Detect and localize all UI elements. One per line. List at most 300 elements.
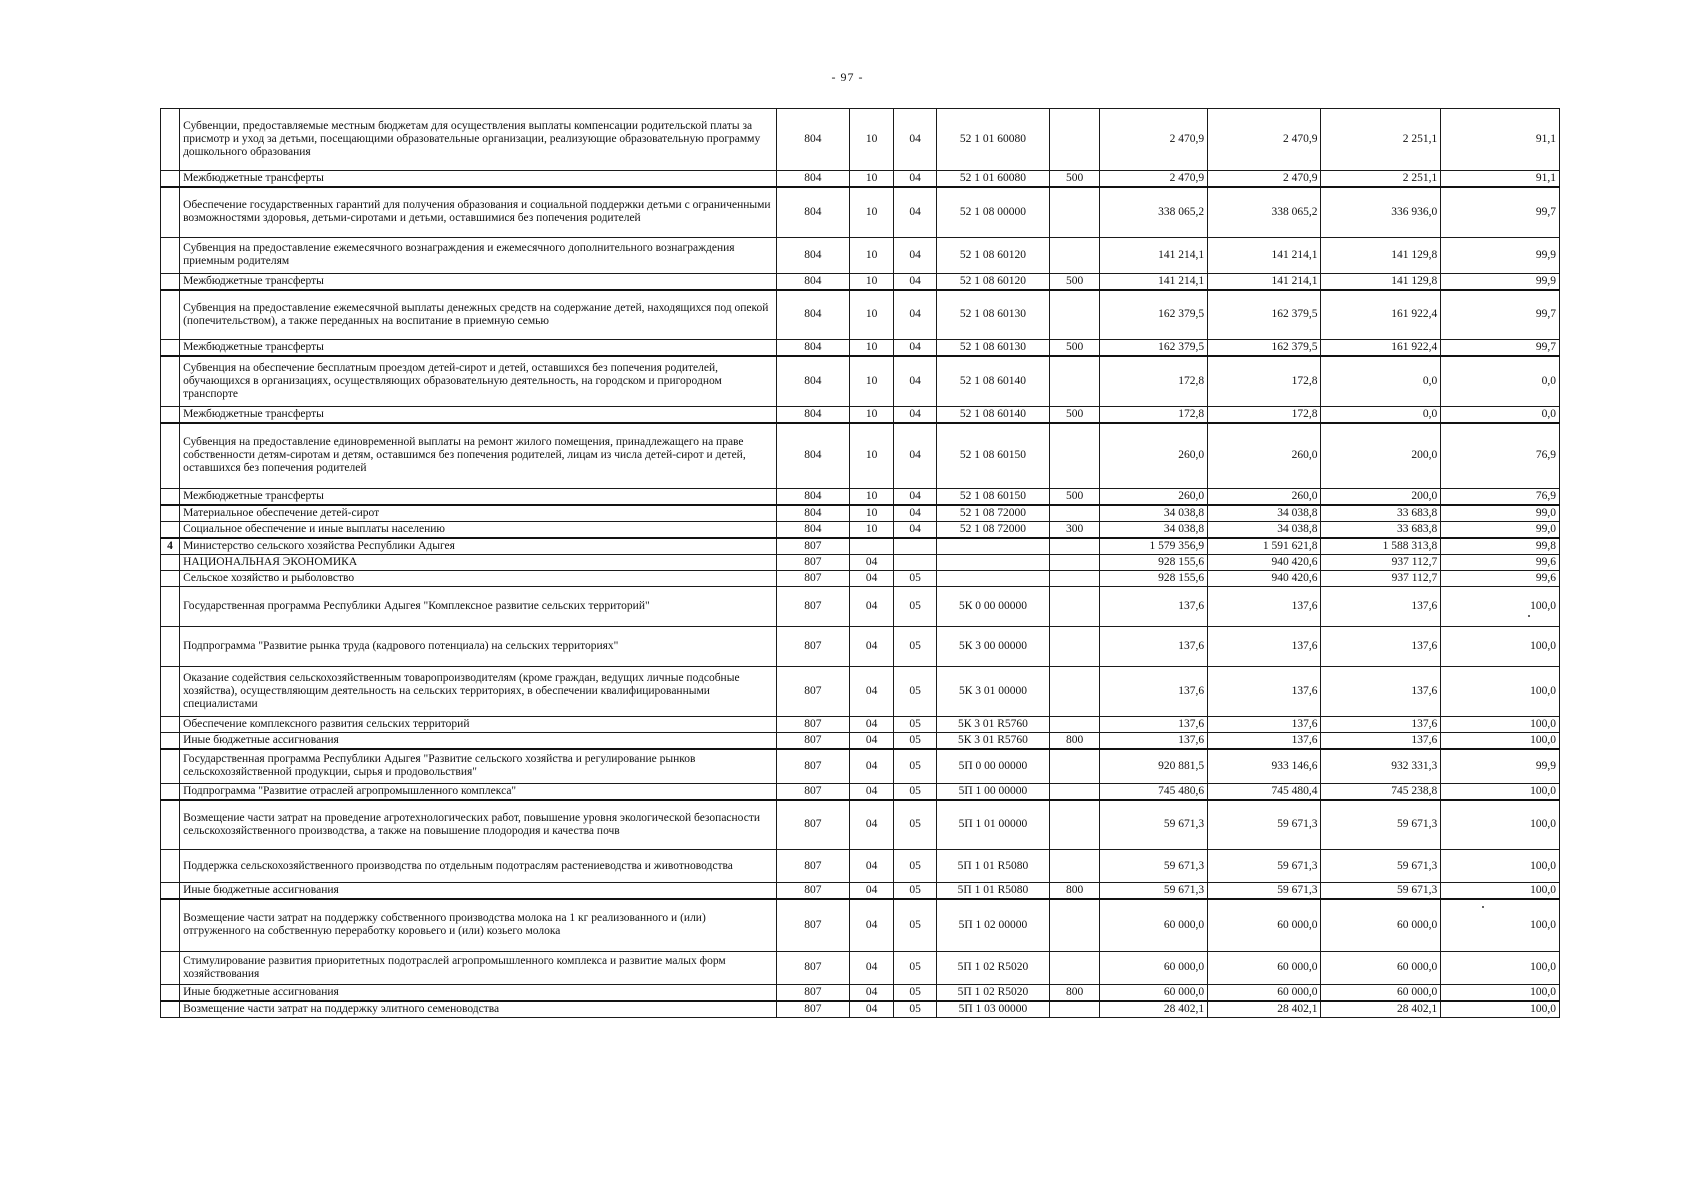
refined-amount: 28 402,1 xyxy=(1208,1001,1321,1018)
approved-amount: 1 579 356,9 xyxy=(1099,538,1207,555)
target-article: 5П 1 01 R5080 xyxy=(936,883,1049,900)
row-name: Иные бюджетные ассигнования xyxy=(180,883,777,900)
refined-amount: 338 065,2 xyxy=(1208,187,1321,237)
target-article xyxy=(936,555,1049,571)
ministry-code: 804 xyxy=(776,237,849,273)
row-name: Оказание содействия сельскохозяйственным товаропроизводителям (кроме граждан, ведущих личные подсобные хозяйства), осуществляющим деятельность на сельских территориях, в обеспечении квалифицированными специалистами xyxy=(180,667,777,717)
subsection-code: 04 xyxy=(894,273,936,290)
expense-type: 500 xyxy=(1050,340,1100,357)
executed-amount: 60 000,0 xyxy=(1321,899,1441,951)
executed-amount: 937 112,7 xyxy=(1321,555,1441,571)
subsection-code: 05 xyxy=(894,899,936,951)
ministry-code: 804 xyxy=(776,522,849,539)
row-number xyxy=(161,899,180,951)
execution-percent: 76,9 xyxy=(1441,489,1560,506)
expense-type: 800 xyxy=(1050,984,1100,1001)
ministry-code: 807 xyxy=(776,733,849,750)
row-number xyxy=(161,273,180,290)
approved-amount: 2 470,9 xyxy=(1099,171,1207,188)
row-name: Иные бюджетные ассигнования xyxy=(180,733,777,750)
executed-amount: 161 922,4 xyxy=(1321,290,1441,340)
executed-amount: 161 922,4 xyxy=(1321,340,1441,357)
subsection-code: 04 xyxy=(894,237,936,273)
approved-amount: 928 155,6 xyxy=(1099,571,1207,587)
execution-percent: 100,0 xyxy=(1441,800,1560,850)
section-code: 04 xyxy=(849,717,894,733)
section-code: 10 xyxy=(849,290,894,340)
refined-amount: 60 000,0 xyxy=(1208,951,1321,984)
row-number xyxy=(161,290,180,340)
row-number xyxy=(161,951,180,984)
scan-speck xyxy=(1528,615,1530,617)
refined-amount: 59 671,3 xyxy=(1208,883,1321,900)
budget-table xyxy=(160,108,1560,1018)
row-number xyxy=(161,187,180,237)
target-article: 52 1 08 60130 xyxy=(936,340,1049,357)
ministry-code: 807 xyxy=(776,800,849,850)
approved-amount: 28 402,1 xyxy=(1099,1001,1207,1018)
ministry-code: 804 xyxy=(776,290,849,340)
execution-percent: 100,0 xyxy=(1441,1001,1560,1018)
approved-amount: 141 214,1 xyxy=(1099,273,1207,290)
executed-amount: 0,0 xyxy=(1321,356,1441,406)
execution-percent: 99,6 xyxy=(1441,571,1560,587)
section-code: 04 xyxy=(849,1001,894,1018)
row-name: Иные бюджетные ассигнования xyxy=(180,984,777,1001)
section-code: 04 xyxy=(849,783,894,800)
ministry-code: 807 xyxy=(776,571,849,587)
row-number xyxy=(161,850,180,883)
row-number xyxy=(161,1001,180,1018)
expense-type: 500 xyxy=(1050,489,1100,506)
subsection-code: 05 xyxy=(894,951,936,984)
subsection-code: 05 xyxy=(894,717,936,733)
target-article: 52 1 01 60080 xyxy=(936,171,1049,188)
expense-type xyxy=(1050,109,1100,171)
table-row xyxy=(161,951,1560,984)
executed-amount: 137,6 xyxy=(1321,733,1441,750)
subsection-code: 05 xyxy=(894,587,936,627)
refined-amount: 34 038,8 xyxy=(1208,505,1321,522)
expense-type xyxy=(1050,899,1100,951)
approved-amount: 162 379,5 xyxy=(1099,290,1207,340)
target-article: 52 1 08 60140 xyxy=(936,406,1049,423)
section-code: 04 xyxy=(849,883,894,900)
executed-amount: 137,6 xyxy=(1321,667,1441,717)
section-code: 10 xyxy=(849,187,894,237)
subsection-code: 04 xyxy=(894,489,936,506)
table-row xyxy=(161,505,1560,522)
target-article: 52 1 08 60120 xyxy=(936,237,1049,273)
target-article: 52 1 08 60130 xyxy=(936,290,1049,340)
executed-amount: 0,0 xyxy=(1321,406,1441,423)
table-row xyxy=(161,273,1560,290)
execution-percent: 100,0 xyxy=(1441,733,1560,750)
refined-amount: 260,0 xyxy=(1208,423,1321,489)
target-article: 52 1 08 72000 xyxy=(936,505,1049,522)
approved-amount: 59 671,3 xyxy=(1099,883,1207,900)
refined-amount: 137,6 xyxy=(1208,627,1321,667)
section-code: 04 xyxy=(849,555,894,571)
approved-amount: 34 038,8 xyxy=(1099,505,1207,522)
executed-amount: 28 402,1 xyxy=(1321,1001,1441,1018)
refined-amount: 162 379,5 xyxy=(1208,340,1321,357)
target-article: 52 1 08 60150 xyxy=(936,423,1049,489)
table-body xyxy=(161,109,1560,1018)
expense-type xyxy=(1050,290,1100,340)
subsection-code: 04 xyxy=(894,109,936,171)
row-name: Государственная программа Республики Адыгея "Развитие сельского хозяйства и регулирование рынков сельскохозяйственной продукции, сырья и продовольствия" xyxy=(180,749,777,783)
row-name: Субвенция на предоставление ежемесячного вознаграждения и ежемесячного дополнительного вознаграждения приемным родителям xyxy=(180,237,777,273)
row-name: Возмещение части затрат на поддержку собственного производства молока на 1 кг реализованного и (или) отгруженного на собственную переработку коровьего и (или) козьего молока xyxy=(180,899,777,951)
approved-amount: 137,6 xyxy=(1099,667,1207,717)
expense-type: 800 xyxy=(1050,883,1100,900)
ministry-code: 804 xyxy=(776,356,849,406)
expense-type xyxy=(1050,555,1100,571)
ministry-code: 804 xyxy=(776,109,849,171)
subsection-code: 04 xyxy=(894,356,936,406)
executed-amount: 1 588 313,8 xyxy=(1321,538,1441,555)
section-code: 10 xyxy=(849,356,894,406)
expense-type xyxy=(1050,505,1100,522)
row-number xyxy=(161,984,180,1001)
table-row xyxy=(161,538,1560,555)
refined-amount: 59 671,3 xyxy=(1208,850,1321,883)
row-name: Государственная программа Республики Адыгея "Комплексное развитие сельских территорий" xyxy=(180,587,777,627)
refined-amount: 141 214,1 xyxy=(1208,273,1321,290)
row-number xyxy=(161,800,180,850)
target-article: 5К 0 00 00000 xyxy=(936,587,1049,627)
approved-amount: 172,8 xyxy=(1099,356,1207,406)
row-number xyxy=(161,587,180,627)
expense-type xyxy=(1050,717,1100,733)
section-code: 04 xyxy=(849,571,894,587)
execution-percent: 99,9 xyxy=(1441,237,1560,273)
execution-percent: 0,0 xyxy=(1441,356,1560,406)
row-name: НАЦИОНАЛЬНАЯ ЭКОНОМИКА xyxy=(180,555,777,571)
refined-amount: 260,0 xyxy=(1208,489,1321,506)
ministry-code: 804 xyxy=(776,273,849,290)
row-name: Стимулирование развития приоритетных подотраслей агропромышленного комплекса и развитие малых форм хозяйствования xyxy=(180,951,777,984)
approved-amount: 34 038,8 xyxy=(1099,522,1207,539)
section-code: 04 xyxy=(849,733,894,750)
approved-amount: 260,0 xyxy=(1099,489,1207,506)
section-code: 04 xyxy=(849,587,894,627)
subsection-code: 04 xyxy=(894,406,936,423)
expense-type xyxy=(1050,538,1100,555)
refined-amount: 172,8 xyxy=(1208,406,1321,423)
ministry-code: 807 xyxy=(776,951,849,984)
executed-amount: 59 671,3 xyxy=(1321,883,1441,900)
ministry-code: 804 xyxy=(776,489,849,506)
subsection-code: 05 xyxy=(894,571,936,587)
section-code: 04 xyxy=(849,899,894,951)
refined-amount: 2 470,9 xyxy=(1208,109,1321,171)
table-row xyxy=(161,356,1560,406)
subsection-code: 04 xyxy=(894,187,936,237)
refined-amount: 141 214,1 xyxy=(1208,237,1321,273)
row-number xyxy=(161,733,180,750)
row-name: Субвенция на предоставление единовременной выплаты на ремонт жилого помещения, принадлежащего на праве собственности детям-сиротам и детям, оставшимся без попечения родителей, лицам из числа детей-сирот и детей, оставшихся без попечения родителей xyxy=(180,423,777,489)
section-code: 10 xyxy=(849,340,894,357)
approved-amount: 172,8 xyxy=(1099,406,1207,423)
subsection-code: 05 xyxy=(894,800,936,850)
executed-amount: 141 129,8 xyxy=(1321,237,1441,273)
executed-amount: 33 683,8 xyxy=(1321,522,1441,539)
section-code: 04 xyxy=(849,667,894,717)
ministry-code: 807 xyxy=(776,667,849,717)
row-number xyxy=(161,356,180,406)
row-number xyxy=(161,505,180,522)
table-row xyxy=(161,406,1560,423)
ministry-code: 807 xyxy=(776,850,849,883)
expense-type: 500 xyxy=(1050,171,1100,188)
row-name: Обеспечение комплексного развития сельских территорий xyxy=(180,717,777,733)
approved-amount: 928 155,6 xyxy=(1099,555,1207,571)
execution-percent: 100,0 xyxy=(1441,783,1560,800)
subsection-code xyxy=(894,555,936,571)
row-name: Возмещение части затрат на поддержку элитного семеноводства xyxy=(180,1001,777,1018)
expense-type xyxy=(1050,667,1100,717)
executed-amount: 33 683,8 xyxy=(1321,505,1441,522)
table-row xyxy=(161,489,1560,506)
row-name: Материальное обеспечение детей-сирот xyxy=(180,505,777,522)
approved-amount: 745 480,6 xyxy=(1099,783,1207,800)
executed-amount: 141 129,8 xyxy=(1321,273,1441,290)
table-row xyxy=(161,290,1560,340)
execution-percent: 91,1 xyxy=(1441,171,1560,188)
section-code: 10 xyxy=(849,273,894,290)
approved-amount: 141 214,1 xyxy=(1099,237,1207,273)
table-row xyxy=(161,800,1560,850)
approved-amount: 137,6 xyxy=(1099,627,1207,667)
target-article: 5П 1 02 R5020 xyxy=(936,984,1049,1001)
executed-amount: 59 671,3 xyxy=(1321,800,1441,850)
section-code: 10 xyxy=(849,237,894,273)
expense-type xyxy=(1050,423,1100,489)
target-article: 5К 3 01 R5760 xyxy=(936,733,1049,750)
execution-percent: 91,1 xyxy=(1441,109,1560,171)
subsection-code: 04 xyxy=(894,340,936,357)
refined-amount: 933 146,6 xyxy=(1208,749,1321,783)
page-number: - 97 - xyxy=(831,70,864,84)
executed-amount: 137,6 xyxy=(1321,627,1441,667)
approved-amount: 260,0 xyxy=(1099,423,1207,489)
ministry-code: 807 xyxy=(776,883,849,900)
row-number xyxy=(161,489,180,506)
expense-type xyxy=(1050,1001,1100,1018)
ministry-code: 807 xyxy=(776,587,849,627)
row-name: Межбюджетные трансферты xyxy=(180,406,777,423)
table-row xyxy=(161,850,1560,883)
table-row xyxy=(161,627,1560,667)
refined-amount: 137,6 xyxy=(1208,733,1321,750)
section-code: 10 xyxy=(849,406,894,423)
target-article: 5К 3 00 00000 xyxy=(936,627,1049,667)
refined-amount: 60 000,0 xyxy=(1208,899,1321,951)
executed-amount: 336 936,0 xyxy=(1321,187,1441,237)
row-number xyxy=(161,555,180,571)
approved-amount: 920 881,5 xyxy=(1099,749,1207,783)
ministry-code: 807 xyxy=(776,555,849,571)
target-article: 5П 0 00 00000 xyxy=(936,749,1049,783)
expense-type: 800 xyxy=(1050,733,1100,750)
section-code: 04 xyxy=(849,627,894,667)
subsection-code: 05 xyxy=(894,850,936,883)
execution-percent: 100,0 xyxy=(1441,883,1560,900)
refined-amount: 745 480,4 xyxy=(1208,783,1321,800)
expense-type: 500 xyxy=(1050,406,1100,423)
target-article: 5К 3 01 00000 xyxy=(936,667,1049,717)
row-name: Подпрограмма "Развитие рынка труда (кадрового потенциала) на сельских территориях" xyxy=(180,627,777,667)
ministry-code: 804 xyxy=(776,423,849,489)
row-number xyxy=(161,423,180,489)
table-row xyxy=(161,1001,1560,1018)
table-row xyxy=(161,340,1560,357)
subsection-code: 05 xyxy=(894,749,936,783)
executed-amount: 137,6 xyxy=(1321,717,1441,733)
target-article: 52 1 08 72000 xyxy=(936,522,1049,539)
ministry-code: 804 xyxy=(776,406,849,423)
subsection-code: 04 xyxy=(894,522,936,539)
table-row xyxy=(161,783,1560,800)
row-name: Межбюджетные трансферты xyxy=(180,340,777,357)
target-article: 52 1 08 60150 xyxy=(936,489,1049,506)
subsection-code: 05 xyxy=(894,733,936,750)
table-row xyxy=(161,423,1560,489)
row-number xyxy=(161,237,180,273)
row-name: Межбюджетные трансферты xyxy=(180,489,777,506)
executed-amount: 137,6 xyxy=(1321,587,1441,627)
approved-amount: 162 379,5 xyxy=(1099,340,1207,357)
row-name: Сельское хозяйство и рыболовство xyxy=(180,571,777,587)
table-row xyxy=(161,187,1560,237)
execution-percent: 99,8 xyxy=(1441,538,1560,555)
execution-percent: 99,7 xyxy=(1441,187,1560,237)
subsection-code: 04 xyxy=(894,423,936,489)
row-name: Межбюджетные трансферты xyxy=(180,171,777,188)
executed-amount: 745 238,8 xyxy=(1321,783,1441,800)
execution-percent: 0,0 xyxy=(1441,406,1560,423)
ministry-code: 807 xyxy=(776,749,849,783)
ministry-code: 807 xyxy=(776,783,849,800)
execution-percent: 100,0 xyxy=(1441,587,1560,627)
approved-amount: 137,6 xyxy=(1099,733,1207,750)
approved-amount: 338 065,2 xyxy=(1099,187,1207,237)
executed-amount: 59 671,3 xyxy=(1321,850,1441,883)
row-name: Поддержка сельскохозяйственного производства по отдельным подотраслям растениеводства и животноводства xyxy=(180,850,777,883)
execution-percent: 99,0 xyxy=(1441,522,1560,539)
row-number xyxy=(161,571,180,587)
target-article: 5П 1 02 00000 xyxy=(936,899,1049,951)
refined-amount: 940 420,6 xyxy=(1208,571,1321,587)
approved-amount: 60 000,0 xyxy=(1099,899,1207,951)
row-name: Подпрограмма "Развитие отраслей агропромышленного комплекса" xyxy=(180,783,777,800)
table-row xyxy=(161,587,1560,627)
approved-amount: 137,6 xyxy=(1099,717,1207,733)
row-number xyxy=(161,627,180,667)
target-article xyxy=(936,538,1049,555)
execution-percent: 99,0 xyxy=(1441,505,1560,522)
executed-amount: 60 000,0 xyxy=(1321,984,1441,1001)
row-name: Социальное обеспечение и иные выплаты населению xyxy=(180,522,777,539)
approved-amount: 59 671,3 xyxy=(1099,850,1207,883)
expense-type xyxy=(1050,627,1100,667)
section-code: 10 xyxy=(849,489,894,506)
ministry-code: 807 xyxy=(776,538,849,555)
subsection-code: 05 xyxy=(894,984,936,1001)
subsection-code xyxy=(894,538,936,555)
expense-type xyxy=(1050,587,1100,627)
expense-type xyxy=(1050,356,1100,406)
target-article: 52 1 01 60080 xyxy=(936,109,1049,171)
table-row xyxy=(161,717,1560,733)
approved-amount: 2 470,9 xyxy=(1099,109,1207,171)
execution-percent: 99,9 xyxy=(1441,749,1560,783)
ministry-code: 807 xyxy=(776,984,849,1001)
executed-amount: 2 251,1 xyxy=(1321,109,1441,171)
subsection-code: 04 xyxy=(894,505,936,522)
row-name: Министерство сельского хозяйства Республики Адыгея xyxy=(180,538,777,555)
subsection-code: 04 xyxy=(894,290,936,340)
subsection-code: 05 xyxy=(894,627,936,667)
execution-percent: 100,0 xyxy=(1441,627,1560,667)
section-code: 10 xyxy=(849,522,894,539)
section-code: 10 xyxy=(849,423,894,489)
ministry-code: 807 xyxy=(776,1001,849,1018)
expense-type xyxy=(1050,850,1100,883)
ministry-code: 807 xyxy=(776,627,849,667)
ministry-code: 804 xyxy=(776,340,849,357)
section-code: 10 xyxy=(849,505,894,522)
target-article xyxy=(936,571,1049,587)
section-code: 10 xyxy=(849,171,894,188)
ministry-code: 804 xyxy=(776,505,849,522)
row-number xyxy=(161,667,180,717)
execution-percent: 99,7 xyxy=(1441,290,1560,340)
target-article: 5П 1 01 R5080 xyxy=(936,850,1049,883)
table-row xyxy=(161,171,1560,188)
row-number xyxy=(161,783,180,800)
execution-percent: 100,0 xyxy=(1441,717,1560,733)
approved-amount: 60 000,0 xyxy=(1099,951,1207,984)
subsection-code: 05 xyxy=(894,667,936,717)
executed-amount: 200,0 xyxy=(1321,423,1441,489)
refined-amount: 137,6 xyxy=(1208,717,1321,733)
target-article: 5П 1 02 R5020 xyxy=(936,951,1049,984)
section-code xyxy=(849,538,894,555)
approved-amount: 60 000,0 xyxy=(1099,984,1207,1001)
expense-type xyxy=(1050,951,1100,984)
row-name: Обеспечение государственных гарантий для получения образования и социальной поддержки детьми с ограниченными возможностями здоровья, детьми-сиротами и детьми, оставшимися без попечения родителей xyxy=(180,187,777,237)
table-row xyxy=(161,237,1560,273)
approved-amount: 137,6 xyxy=(1099,587,1207,627)
approved-amount: 59 671,3 xyxy=(1099,800,1207,850)
expense-type xyxy=(1050,187,1100,237)
executed-amount: 2 251,1 xyxy=(1321,171,1441,188)
target-article: 5П 1 03 00000 xyxy=(936,1001,1049,1018)
refined-amount: 940 420,6 xyxy=(1208,555,1321,571)
table-row xyxy=(161,522,1560,539)
expense-type xyxy=(1050,237,1100,273)
subsection-code: 05 xyxy=(894,783,936,800)
subsection-code: 05 xyxy=(894,1001,936,1018)
expense-type: 500 xyxy=(1050,273,1100,290)
section-code: 04 xyxy=(849,850,894,883)
executed-amount: 932 331,3 xyxy=(1321,749,1441,783)
row-number xyxy=(161,171,180,188)
table-row xyxy=(161,733,1560,750)
